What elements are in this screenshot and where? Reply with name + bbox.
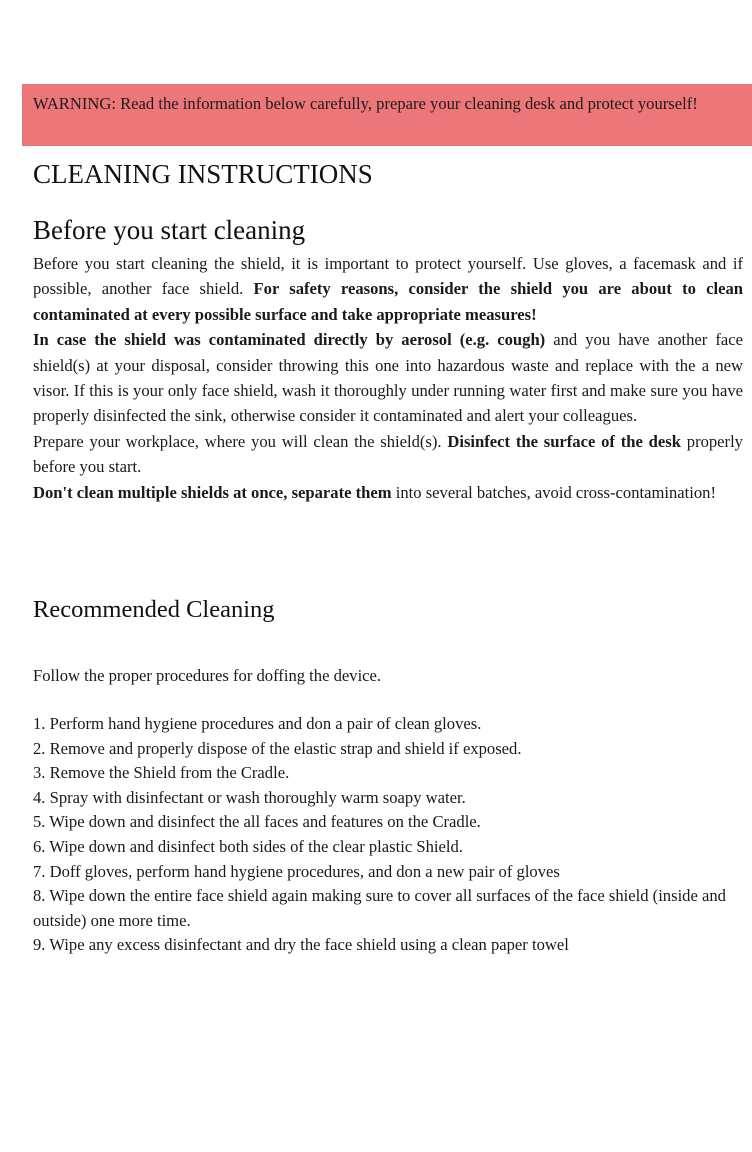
before-p2-text: and you have another face shield(s) at your disposal, consider throwing this one into hazardous waste and replace with the a new visor. If this is your only face shield, wash it thoroughly under running water first and make sure you have properly disinfected the sink, otherwise consider it contaminated and alert your colleagues. (33, 330, 743, 426)
before-p1-emphasis: For safety reasons, consider the shield you are about to clean contaminated at every possible surface and take appropriate measures! (33, 279, 743, 324)
cleaning-step: 2. Remove and properly dispose of the elastic strap and shield if exposed. (33, 738, 522, 758)
cleaning-step: 5. Wipe down and disinfect the all faces and features on the Cradle. (33, 812, 481, 832)
before-cleaning-heading: Before you start cleaning (33, 215, 306, 245)
cleaning-step: 3. Remove the Shield from the Cradle. (33, 763, 290, 783)
cleaning-step: 7. Doff gloves, perform hand hygiene procedures, and don a new pair of gloves (33, 861, 560, 881)
before-paragraph-4 (33, 480, 743, 505)
before-paragraph-1 (33, 251, 743, 327)
recommended-cleaning-heading: Recommended Cleaning (33, 596, 275, 623)
before-paragraph-2 (33, 327, 743, 429)
warning-text: : Read the information below carefully, prepare your cleaning desk and protect yourself! (111, 94, 698, 113)
before-p3-text-end: properly before you start. (33, 431, 743, 477)
before-cleaning-section (33, 251, 743, 505)
before-p1-text: Before you start cleaning the shield, it is important to protect yourself. Use gloves, a facemask and if possible, another face shield. (33, 254, 743, 299)
before-p3-text: Prepare your workplace, where you will clean the shield(s). (33, 431, 448, 451)
page-title: CLEANING INSTRUCTIONS (33, 159, 373, 189)
cleaning-step: 1. Perform hand hygiene procedures and don a pair of clean gloves. (33, 714, 482, 733)
cleaning-step: 4. Spray with disinfectant or wash thoroughly warm soapy water. (33, 787, 466, 807)
cleaning-steps-list (33, 712, 745, 958)
before-p2-emphasis: In case the shield was contaminated directly by aerosol (e.g. cough) (33, 330, 546, 350)
cleaning-step: 9. Wipe any excess disinfectant and dry the face shield using a clean paper towel (33, 935, 569, 955)
before-p4-emphasis: Don't clean multiple shields at once, separate them (33, 482, 392, 502)
recommended-intro: Follow the proper procedures for doffing the device. (33, 666, 382, 685)
cleaning-step: 6. Wipe down and disinfect both sides of the clear plastic Shield. (33, 836, 463, 856)
before-p3-emphasis: Disinfect the surface of the desk (447, 431, 681, 451)
warning-banner (22, 84, 752, 146)
cleaning-step: 8. Wipe down the entire face shield again making sure to cover all surfaces of the face shield (inside and outside) one more time. (33, 886, 726, 930)
before-paragraph-3 (33, 429, 743, 480)
before-p4-text: into several batches, avoid cross-contamination! (391, 482, 716, 502)
warning-label: WARNING (33, 94, 112, 113)
